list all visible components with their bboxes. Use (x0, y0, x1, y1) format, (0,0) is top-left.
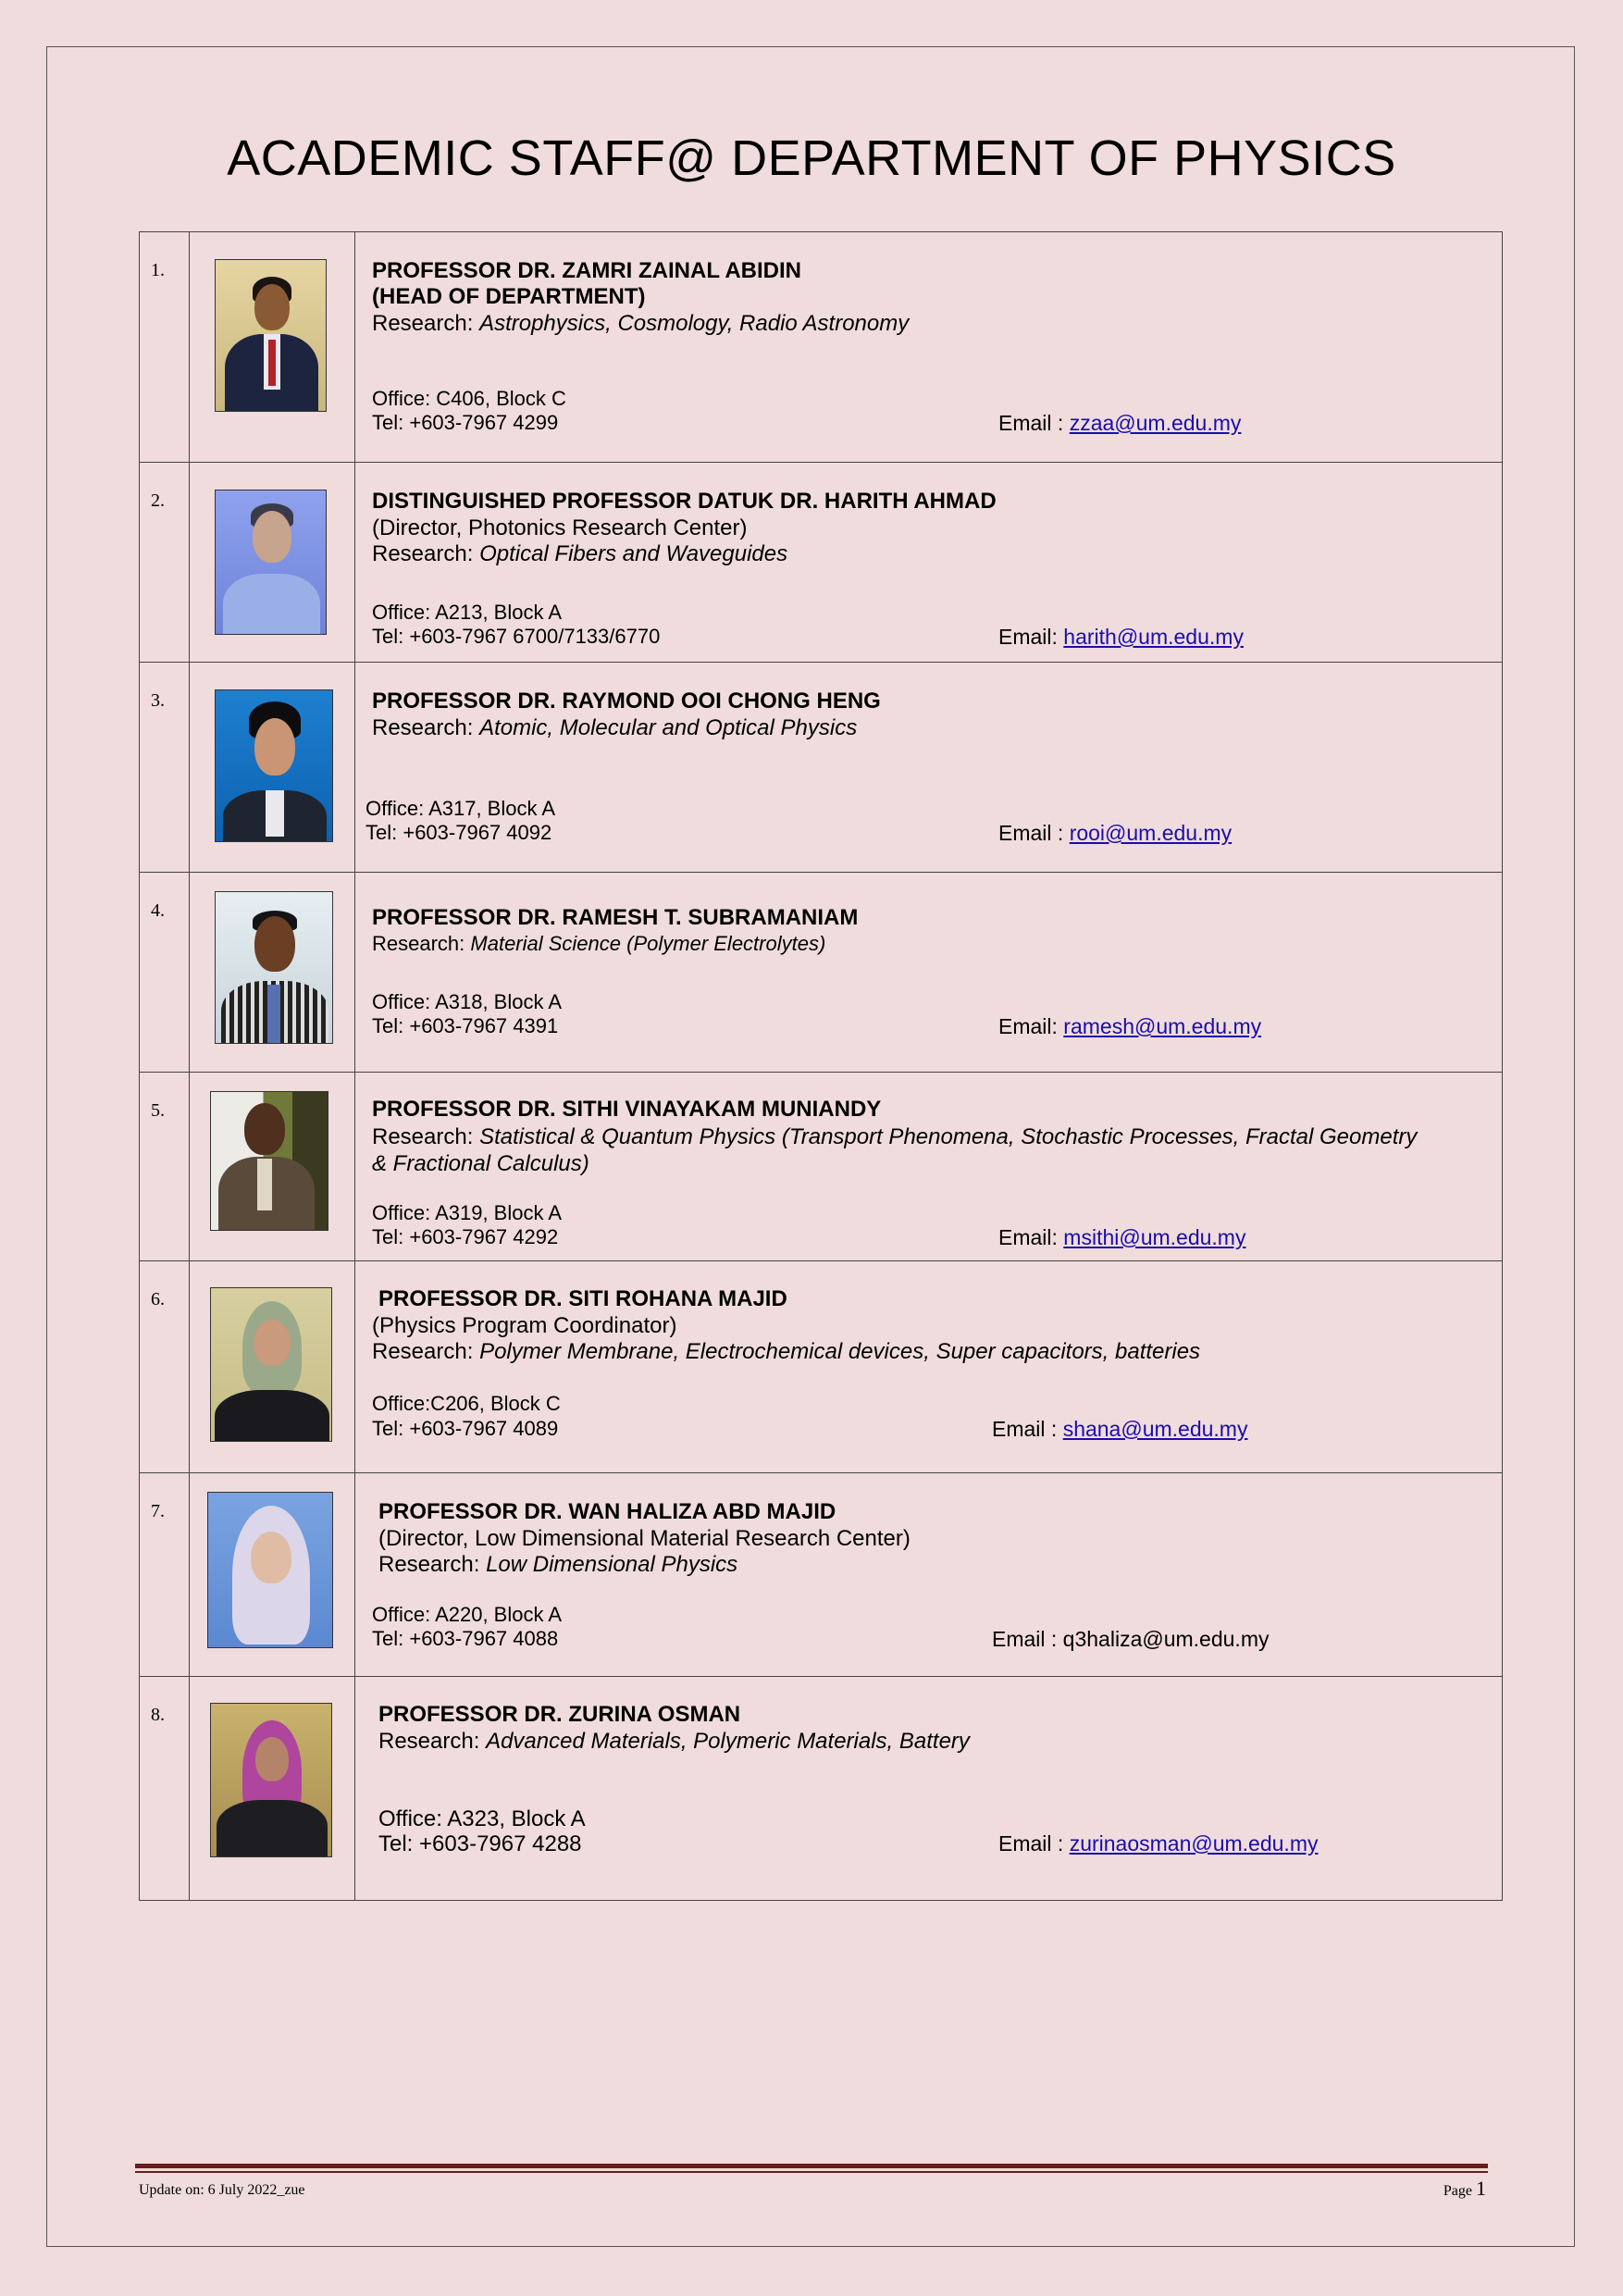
staff-photo (215, 490, 327, 635)
office: Office: A319, Block A (372, 1201, 563, 1224)
staff-name: DISTINGUISHED PROFESSOR DATUK DR. HARITH AHMAD (372, 489, 997, 514)
staff-photo (215, 259, 327, 412)
office: Office: A323, Block A (378, 1806, 586, 1831)
email-link[interactable]: zurinaosman@um.edu.my (1069, 1831, 1319, 1855)
research-areas: Low Dimensional Physics (486, 1552, 738, 1577)
table-row (140, 1473, 1503, 1677)
email-link[interactable]: msithi@um.edu.my (1063, 1225, 1246, 1249)
email-line: Email : zzaa@um.edu.my (998, 411, 1242, 435)
email-link[interactable]: harith@um.edu.my (1063, 625, 1244, 649)
row-number: 5. (140, 1073, 190, 1261)
email-link[interactable]: ramesh@um.edu.my (1063, 1014, 1262, 1038)
staff-name: PROFESSOR DR. WAN HALIZA ABD MAJID (378, 1499, 836, 1524)
page-title: ACADEMIC STAFF@ DEPARTMENT OF PHYSICS (227, 130, 1396, 186)
email-link[interactable]: shana@um.edu.my (1062, 1417, 1248, 1441)
staff-name: PROFESSOR DR. ZAMRI ZAINAL ABIDIN (372, 258, 802, 283)
tel: Tel: +603-7967 4292 (372, 1225, 559, 1248)
research-line: Research: Material Science (Polymer Electrolytes) (372, 932, 826, 955)
office: Office: A317, Block A (365, 797, 556, 820)
staff-name: PROFESSOR DR. SITI ROHANA MAJID (378, 1286, 787, 1311)
email-line: Email: msithi@um.edu.my (998, 1225, 1246, 1249)
research-areas: Material Science (Polymer Electrolytes) (470, 932, 826, 955)
table-row (140, 663, 1503, 873)
table-row (140, 873, 1503, 1073)
email-line: Email: harith@um.edu.my (998, 625, 1244, 649)
research-areas: Astrophysics, Cosmology, Radio Astronomy (479, 311, 910, 336)
research-line: Research: Atomic, Molecular and Optical Physics (372, 715, 858, 740)
table-row (140, 1677, 1503, 1901)
row-number: 1. (140, 232, 190, 463)
email-line: Email: ramesh@um.edu.my (998, 1014, 1262, 1038)
research-areas: Advanced Materials, Polymeric Materials, Battery (486, 1729, 970, 1754)
staff-photo (210, 1091, 328, 1231)
staff-photo (210, 1287, 332, 1442)
tel: Tel: +603-7967 4288 (378, 1831, 582, 1856)
staff-name: PROFESSOR DR. RAYMOND OOI CHONG HENG (372, 689, 881, 714)
update-note: Update on: 6 July 2022_zue (139, 2182, 305, 2198)
email-line: Email : shana@um.edu.my (992, 1417, 1248, 1441)
office: Office:C206, Block C (372, 1392, 561, 1415)
office: Office: A220, Block A (372, 1603, 563, 1626)
research-line: Research: Polymer Membrane, Electrochemical devices, Super capacitors, batteries (372, 1339, 1201, 1364)
research-areas: Atomic, Molecular and Optical Physics (479, 715, 858, 740)
office: Office: A318, Block A (372, 990, 563, 1013)
staff-table (139, 231, 1503, 1901)
tel: Tel: +603-7967 4092 (365, 821, 552, 844)
footer-divider-thin (135, 2171, 1488, 2173)
row-number: 2. (140, 463, 190, 663)
row-number: 7. (140, 1473, 190, 1677)
research-areas: Statistical & Quantum Physics (Transport Phenomena, Stochastic Processes, Fractal Geometry & Fractional Calculus) (372, 1124, 1418, 1176)
staff-photo (215, 891, 333, 1044)
staff-name: PROFESSOR DR. SITHI VINAYAKAM MUNIANDY (372, 1097, 882, 1122)
tel: Tel: +603-7967 4088 (372, 1627, 559, 1650)
staff-photo (210, 1703, 332, 1857)
row-number: 3. (140, 663, 190, 873)
staff-role: (Director, Low Dimensional Material Research Center) (378, 1526, 911, 1551)
staff-role: (Physics Program Coordinator) (372, 1313, 677, 1338)
staff-title: (HEAD OF DEPARTMENT) (372, 284, 646, 309)
research-line: Research: Low Dimensional Physics (378, 1552, 738, 1577)
page-number: Page 1 (1443, 2177, 1486, 2200)
research-areas: Optical Fibers and Waveguides (479, 541, 788, 566)
staff-photo (215, 689, 333, 842)
email-link[interactable]: rooi@um.edu.my (1069, 821, 1233, 845)
research-line: Research: Optical Fibers and Waveguides (372, 541, 788, 566)
office: Office: C406, Block C (372, 387, 566, 410)
row-number: 8. (140, 1677, 190, 1901)
email-link[interactable]: zzaa@um.edu.my (1069, 411, 1242, 435)
tel: Tel: +603-7967 4299 (372, 411, 559, 434)
research-line: Research: Statistical & Quantum Physics (Transport Phenomena, Stochastic Processes, Fractal Geometry & Fractional Calculus) (372, 1124, 1418, 1176)
table-row (140, 1261, 1503, 1473)
tel: Tel: +603-7967 4391 (372, 1014, 559, 1037)
research-line: Research: Advanced Materials, Polymeric Materials, Battery (378, 1729, 970, 1754)
staff-name: PROFESSOR DR. ZURINA OSMAN (378, 1702, 741, 1727)
row-number: 6. (140, 1261, 190, 1473)
email-line: Email : zurinaosman@um.edu.my (998, 1831, 1319, 1855)
staff-role: (Director, Photonics Research Center) (372, 515, 748, 540)
table-row (140, 1073, 1503, 1261)
staff-name: PROFESSOR DR. RAMESH T. SUBRAMANIAM (372, 905, 859, 930)
research-line: Research: Astrophysics, Cosmology, Radio Astronomy (372, 311, 910, 336)
table-row (140, 232, 1503, 463)
footer-divider (135, 2164, 1488, 2168)
email-line: Email : q3haliza@um.edu.my (992, 1627, 1270, 1651)
tel: Tel: +603-7967 4089 (372, 1417, 559, 1440)
staff-photo (207, 1492, 333, 1648)
office: Office: A213, Block A (372, 601, 563, 624)
table-row (140, 463, 1503, 663)
research-areas: Polymer Membrane, Electrochemical devices, Super capacitors, batteries (479, 1339, 1201, 1364)
tel: Tel: +603-7967 6700/7133/6770 (372, 625, 661, 648)
row-number: 4. (140, 873, 190, 1073)
email-line: Email : rooi@um.edu.my (998, 821, 1233, 845)
